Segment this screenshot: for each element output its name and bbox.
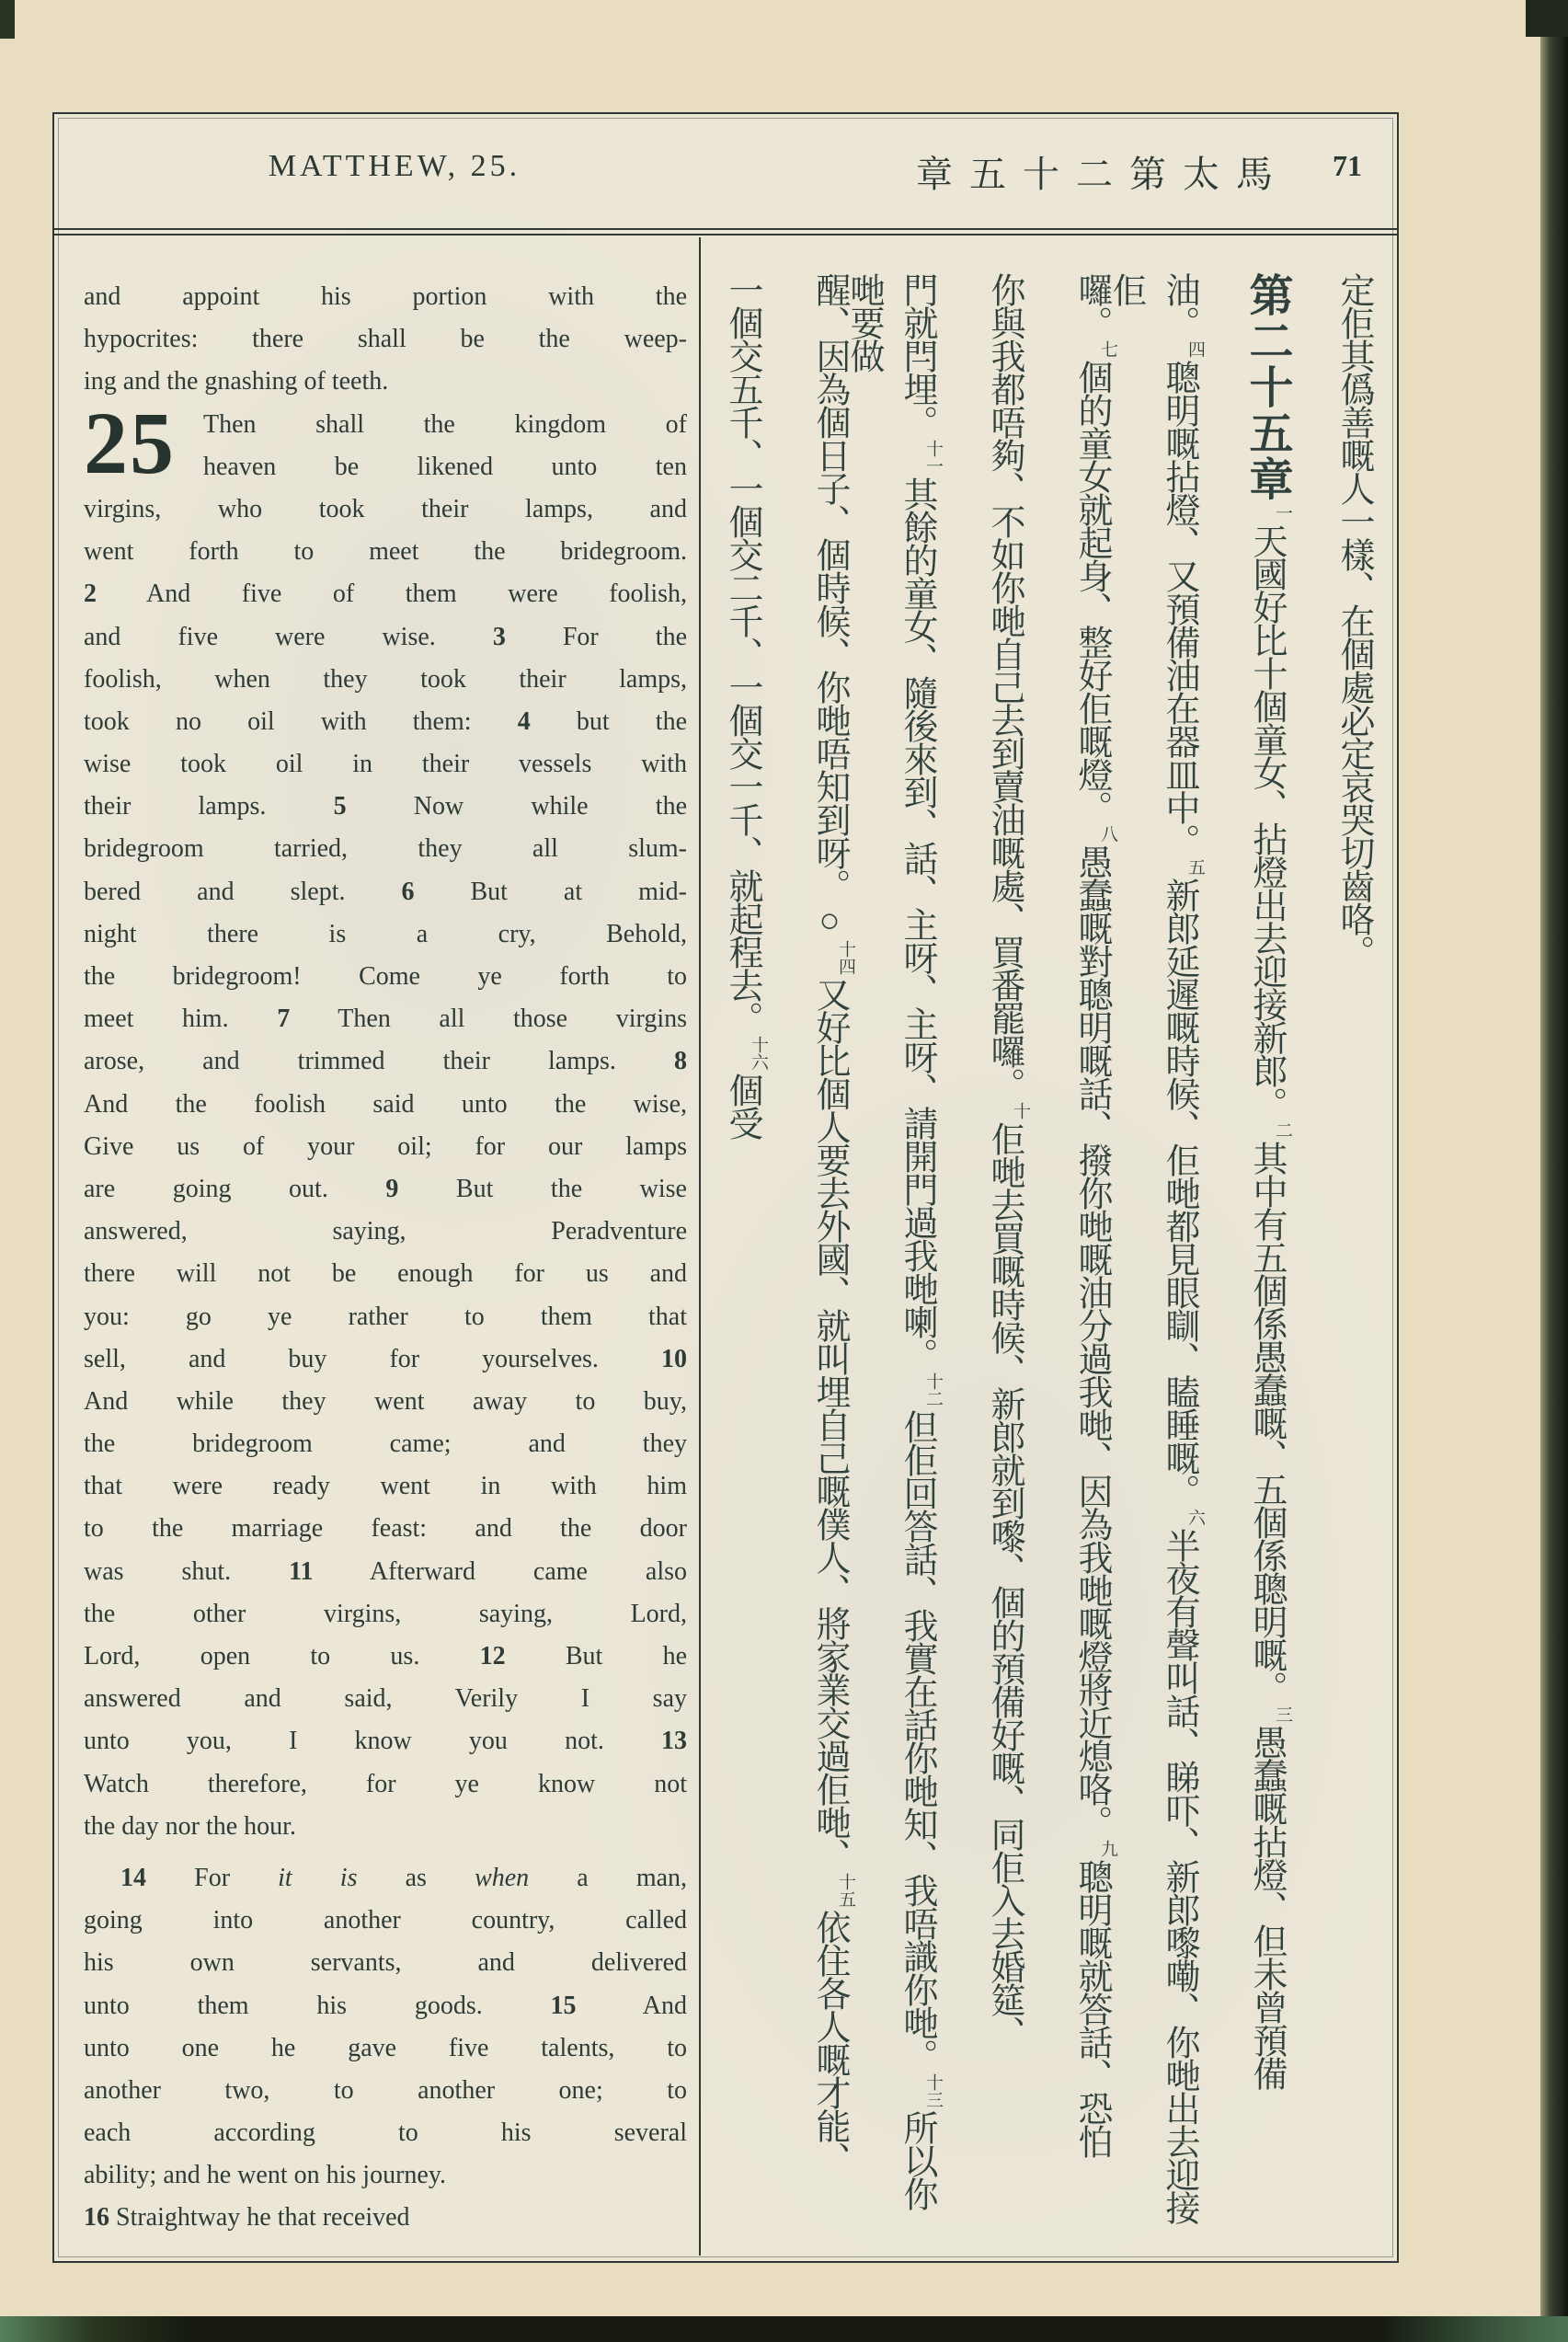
english-text-line: went forth to meet the bridegroom. xyxy=(84,537,687,567)
english-text-line: the bridegroom came; and they xyxy=(84,1429,687,1459)
verse-text: 愚蠢嘅拈燈、但未曾預備 xyxy=(1247,1725,1286,2089)
english-text-line: each according to his several xyxy=(84,2118,687,2148)
verse-number-marker: 七 xyxy=(1098,340,1117,358)
english-text-line: And the foolish said unto the wise, xyxy=(84,1089,687,1119)
chinese-column-5 xyxy=(978,272,1031,2241)
verse-text: 囉。 xyxy=(1072,272,1111,339)
verse-number-marker: 十五 xyxy=(836,1873,855,1908)
verse-text: 門就閂埋。 xyxy=(898,272,936,438)
english-text-line: And while they went away to buy, xyxy=(84,1386,687,1416)
running-header xyxy=(54,114,1397,230)
english-text-line: ability; and he went on his journey. xyxy=(84,2161,446,2190)
verse-text: 天國好比十個童女、拈燈出去迎接新郎。 xyxy=(1247,523,1286,1119)
header-english-title: MATTHEW, 25. xyxy=(268,149,521,183)
verse-text: 醒、因為個日子、個時候、你哋唔知到呀。○ xyxy=(810,272,849,938)
chinese-column-1 xyxy=(1327,272,1380,2241)
english-text-line: 16 Straightway he that received xyxy=(84,2203,410,2233)
verse-number-marker: 三 xyxy=(1273,1705,1292,1723)
english-text-line: there will not be enough for us and xyxy=(84,1259,687,1289)
verse-number-marker: 十 xyxy=(1011,1102,1030,1119)
verse-text: 聰明嘅拈燈、又預備油在器皿中。 xyxy=(1160,360,1198,856)
chinese-column-4 xyxy=(1065,272,1118,2241)
english-text-line: unto them his goods. 15 And xyxy=(84,1991,687,2020)
english-text-line: the day nor the hour. xyxy=(84,1811,296,1841)
english-text-line: to the marriage feast: and the door xyxy=(84,1514,687,1544)
text-segment: a man, xyxy=(529,1863,688,1892)
english-text-line: Lord, open to us. 12 But he xyxy=(84,1642,688,1670)
english-text-line: wise took oil in their vessels with xyxy=(84,750,687,779)
verse-text: 油。 xyxy=(1160,272,1198,339)
verse-text: 依住各人嘅才能、 xyxy=(810,1910,849,2175)
chinese-text-columns xyxy=(701,243,1399,2257)
text-segment: as xyxy=(357,1863,475,1892)
chinese-column-2 xyxy=(1240,272,1293,2241)
english-text-line: Then shall the kingdom of xyxy=(203,409,687,439)
verse-text: 你與我都唔夠、不如你哋自己去到賣油嘅處、買番罷囉。 xyxy=(985,272,1024,1100)
english-text-line: the bridegroom! Come ye forth to xyxy=(84,962,687,991)
verse-number-marker: 六 xyxy=(1185,1509,1205,1526)
english-text-line: unto you, I know you not. 13 xyxy=(84,1727,687,1756)
page-corner-shadow-top-right xyxy=(1526,0,1568,37)
english-text-line: took no oil with them: 4 but the xyxy=(84,706,687,736)
english-text-line: their lamps. 5 Now while the xyxy=(84,792,687,821)
english-text-line: night there is a cry, Behold, xyxy=(84,919,687,948)
english-text-line: unto one he gave five talents, to xyxy=(84,2033,687,2062)
english-text-line: hypocrites: there shall be the weep- xyxy=(84,325,687,354)
chapter-heading: 第二十五章 xyxy=(1242,272,1291,502)
text-segment: For xyxy=(194,1863,279,1892)
english-text-line: and five were wise. 3 For the xyxy=(84,622,687,651)
verse-text: 半夜有聲叫話、睇吓、新郎嚟嘞、你哋出去迎接佢 xyxy=(1106,272,1198,2223)
english-text-line: virgins, who took their lamps, and xyxy=(84,494,687,523)
english-text-line: heaven be likened unto ten xyxy=(203,452,687,481)
english-text-line: bered and slept. 6 But at mid- xyxy=(84,877,687,906)
verse-number-marker: 十三 xyxy=(923,2073,943,2108)
english-text-column xyxy=(84,276,687,2240)
english-text-line: his own servants, and delivered xyxy=(84,1948,687,1978)
verse-number-marker: 五 xyxy=(1185,858,1205,876)
italic-word: it is xyxy=(278,1863,358,1892)
english-text-line: you: go ye rather to them that xyxy=(84,1302,687,1331)
english-text-line: Give us of your oil; for our lamps xyxy=(84,1131,687,1161)
text-frame xyxy=(52,112,1399,2263)
verse-text: 定佢其僞善嘅人一樣、在個處必定哀哭切齒咯。 xyxy=(1334,272,1373,968)
verse-number-marker: 四 xyxy=(1185,340,1205,358)
verse-number-marker: 一 xyxy=(1273,504,1292,522)
verse-text: 所以你哋要做 xyxy=(844,272,936,2210)
verse-text: 其餘的童女、隨後來到、話、主呀、主呀、請開門過我哋喇。 xyxy=(898,476,936,1371)
verse-number-marker: 十四 xyxy=(836,940,855,975)
page-edge-shadow-bottom xyxy=(0,2316,1568,2342)
verse-number-marker: 二 xyxy=(1273,1121,1292,1139)
english-text-line: arose, and trimmed their lamps. 8 xyxy=(84,1047,687,1076)
page-number: 71 xyxy=(1333,149,1362,182)
english-text-line: Watch therefore, for ye know not xyxy=(84,1769,687,1798)
english-text-line: sell, and buy for yourselves. 10 xyxy=(84,1344,687,1373)
english-text-line xyxy=(84,1857,687,1900)
verse-text: 佢哋去買嘅時候、新郎就到嚟、個的預備好嘅、同佢入去婚筵、 xyxy=(985,1121,1024,2049)
verse-text: 又好比個人要去外國、就叫埋自己嘅僕人、將家業交過佢哋、 xyxy=(810,977,849,1871)
verse-text: 愚蠢嘅對聰明嘅話、撥你哋嘅油分過我哋、因為我哋嘅燈將近熄咯。 xyxy=(1072,844,1111,1838)
english-text-line: foolish, when they took their lamps, xyxy=(84,664,687,694)
english-text-line: meet him. 7 Then all those virgins xyxy=(84,1005,687,1034)
text-segment: 14 xyxy=(120,1863,195,1892)
verse-text: 其中有五個係愚蠢嘅、五個係聰明嘅。 xyxy=(1247,1141,1286,1704)
chapter-number-dropcap: 25 xyxy=(84,394,176,492)
verse-text: 一個交五千、一個交二千、一個交一千、就起程去。 xyxy=(723,272,761,1034)
verse-number-marker: 十二 xyxy=(923,1372,943,1407)
page-edge-shadow-right xyxy=(1540,0,1568,2342)
verse-number-marker: 九 xyxy=(1098,1840,1117,1857)
header-chinese-title: 章五十二第太馬 xyxy=(916,154,1289,195)
english-text-line: the other virgins, saying, Lord, xyxy=(84,1599,687,1628)
verse-text: 聰明嘅就答話、恐怕 xyxy=(1072,1859,1111,2157)
english-text-line: was shut. 11 Afterward came also xyxy=(84,1556,687,1586)
verse-number-marker: 八 xyxy=(1098,825,1117,843)
verse-number-marker: 十六 xyxy=(749,1036,768,1071)
verse-text: 但佢回答話、我實在話你哋知、我唔識你哋。 xyxy=(898,1409,936,2072)
verse-number-marker: 十一 xyxy=(923,440,943,475)
chinese-column-8 xyxy=(715,272,769,2241)
english-text-line: are going out. 9 But the wise xyxy=(84,1174,687,1203)
english-text-line: another two, to another one; to xyxy=(84,2075,687,2105)
italic-word: when xyxy=(475,1863,530,1892)
verse-text: 個的童女就起身、整好佢嘅燈。 xyxy=(1072,360,1111,823)
verse-text: 新郎延遲嘅時候、佢哋都見眼瞓、瞌睡嘅。 xyxy=(1160,878,1198,1507)
english-text-line: answered, saying, Peradventure xyxy=(84,1217,687,1246)
chinese-column-3 xyxy=(1106,272,1206,2241)
page-corner-shadow-top-left xyxy=(0,0,15,39)
verse-text: 個受 xyxy=(723,1073,761,1139)
english-text-line: answered and said, Verily I say xyxy=(84,1684,687,1714)
english-text-line: 2 And five of them were foolish, xyxy=(84,580,687,609)
english-text-line: that were ready went in with him xyxy=(84,1472,687,1501)
chinese-column-7 xyxy=(803,272,856,2241)
english-text-line: ing and the gnashing of teeth. xyxy=(84,367,389,396)
english-text-line: and appoint his portion with the xyxy=(84,282,687,311)
english-text-line: going into another country, called xyxy=(84,1906,687,1935)
english-text-line: bridegroom tarried, they all slum- xyxy=(84,834,687,864)
